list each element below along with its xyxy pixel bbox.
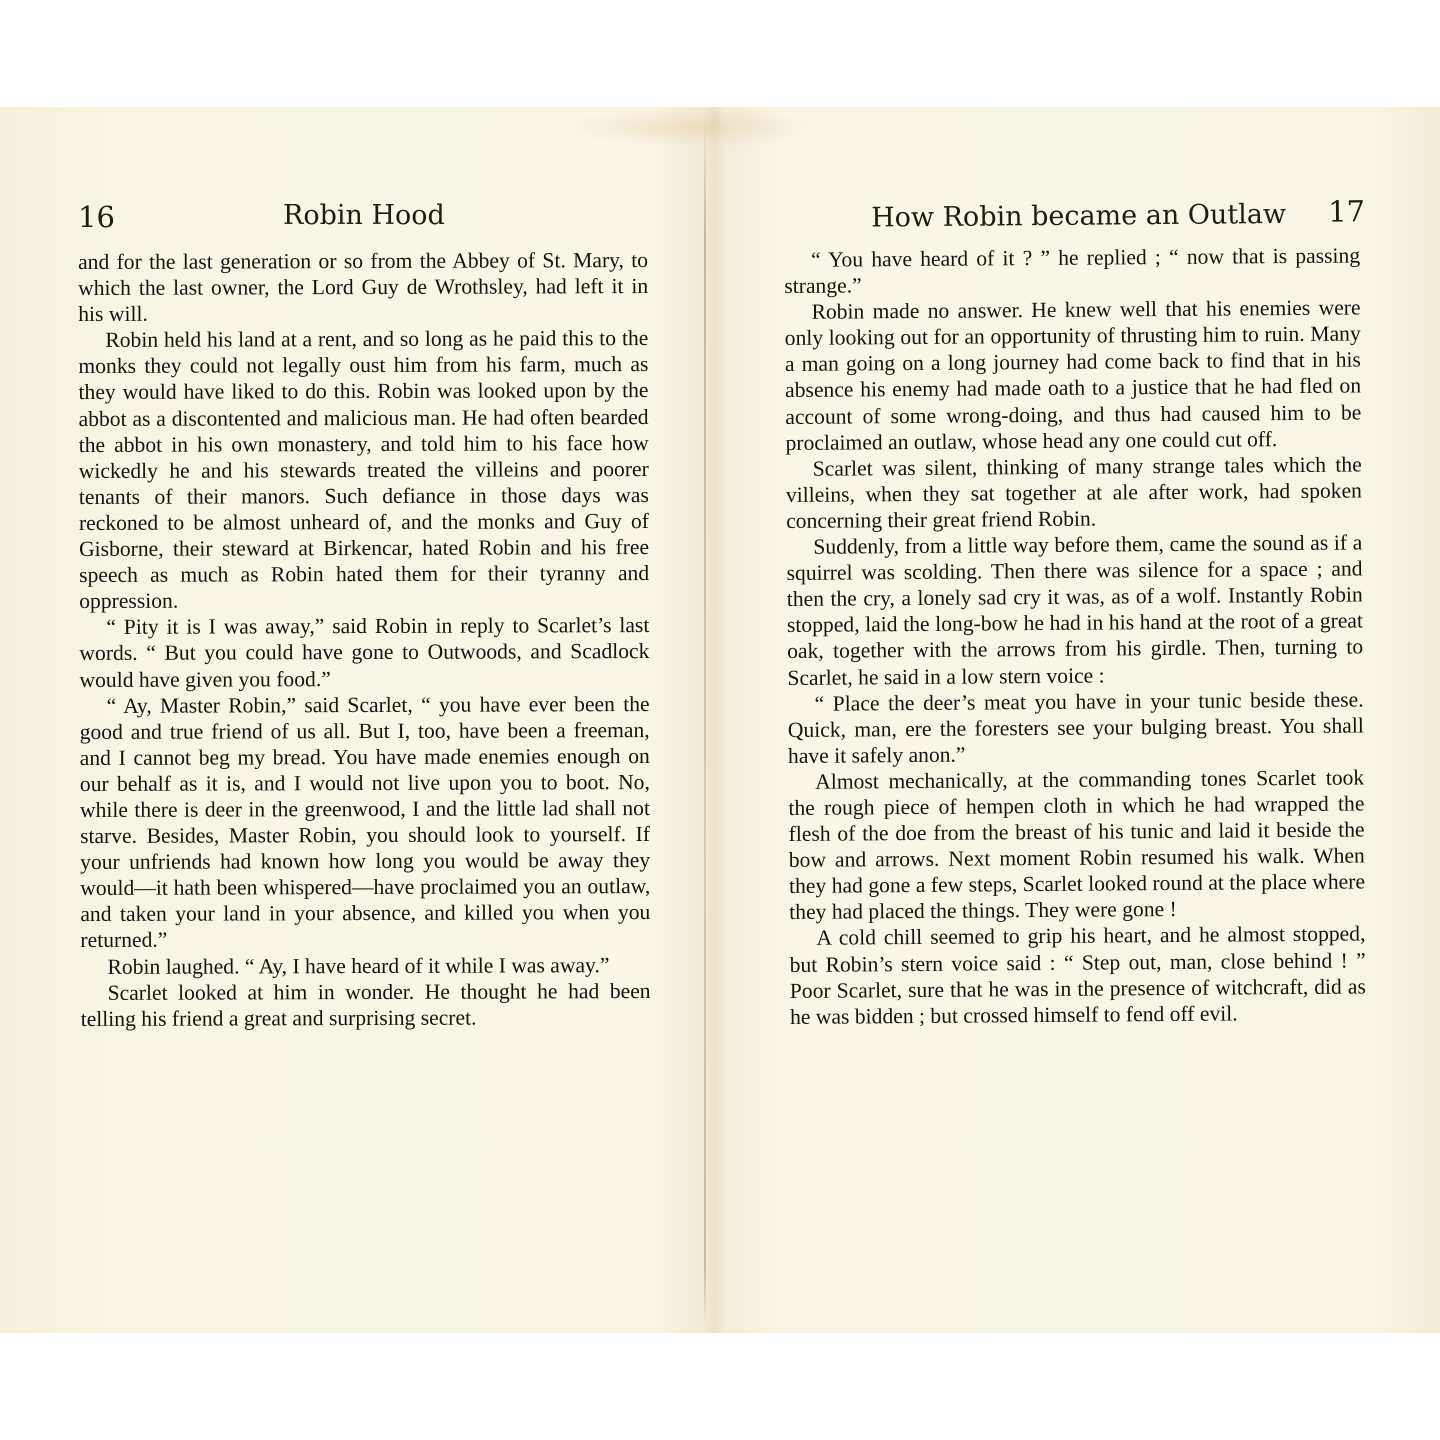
- book-spread: [0, 107, 1440, 1333]
- paragraph: “ You have heard of it ? ” he replied ; “ now that is passing strange.”: [784, 243, 1361, 299]
- left-page-body: [78, 247, 651, 1032]
- paragraph: Suddenly, from a little way before them, came the sound as if a squirrel was scolding. Then there was silence for a space ; and then the cry, a lonely sad cry it was, as of a wolf. Instantly Robin stopped, laid the long-bow he had in his hand at the root of a great oak, together with the arrows from his girdle. Then, turning to Scarlet, he said in a low stern voice :: [786, 530, 1364, 690]
- paragraph: and for the last generation or so from the Abbey of St. Mary, to which the last owner, the Lord Guy de Wrothsley, had left it in his will.: [78, 248, 649, 327]
- left-page: [0, 107, 704, 1333]
- right-running-title: How Robin became an Outlaw: [871, 198, 1287, 234]
- paragraph: “ Pity it is I was away,” said Robin in reply to Scarlet’s last words. “ But you could have gone to Outwoods, and Scadlock would have given you food.”: [79, 613, 650, 692]
- left-running-title: Robin Hood: [283, 200, 445, 231]
- right-page-number: 17: [1327, 194, 1366, 229]
- paragraph: Almost mechanically, at the commanding tones Scarlet took the rough piece of hempen cloth in which he had wrapped the flesh of the doe from the breast of his tunic and laid it beside the bow and arrows. Next moment Robin resumed his walk. When they had gone a few steps, Scarlet looked round at the place where they had placed the things. They were gone !: [788, 765, 1366, 925]
- right-page: [706, 107, 1440, 1333]
- paragraph: Robin made no answer. He knew well that his enemies were only looking out for an opportunity of thrusting him to ruin. Many a man going on a long journey had come back to find that in his absence his enemy had made oath to a justice that he had fled on account of some wrong-doing, and thus had caused him to be proclaimed an outlaw, whose head any one could cut off.: [784, 295, 1362, 455]
- paragraph: Scarlet looked at him in wonder. He thought he had been telling his friend a great and surprising secret.: [80, 978, 651, 1031]
- paragraph: “ Place the deer’s meat you have in your tunic beside these. Quick, man, ere the foresters see your bulging breast. You shall have it safely anon.”: [787, 687, 1364, 768]
- paragraph: “ Ay, Master Robin,” said Scarlet, “ you have ever been the good and true friend of us all. But I, too, have been a freeman, and I cannot beg my bread. You have made enemies enough on our behalf as it is, and I would not live upon you to boot. No, while there is deer in the greenwood, I and the little lad shall not starve. Besides, Master Robin, you should look to yourself. If your unfriends had known how long you would be away they would—it hath been whispered—have proclaimed you an outlaw, and taken your land in your absence, and killed you when you returned.”: [79, 691, 651, 953]
- right-page-body: [784, 242, 1366, 1029]
- paragraph: A cold chill seemed to grip his heart, and he almost stopped, but Robin’s stern voice said : “ Step out, man, close behind ! ” Poor Scarlet, sure that he was in the presence of witchcraft, did as he was bidden ; but crossed himself to fend off evil.: [789, 921, 1366, 1029]
- left-page-number: 16: [78, 200, 115, 234]
- paragraph: Robin held his land at a rent, and so long as he paid this to the monks they could not legally oust him from his farm, much as they would have liked to do this. Robin was looked upon by the abbot as a discontented and malicious man. He had often bearded the abbot in his own monastery, and told him to his face how wickedly he and his stewards treated the villeins and poorer tenants of their manors. Such defiance in those days was reckoned to be almost unheard of, and the monks and Guy of Gisborne, their steward at Birkencar, hated Robin and his free speech as much as Robin hated them for their tyranny and oppression.: [78, 326, 650, 614]
- right-page-header: [706, 194, 1440, 234]
- paragraph: Robin laughed. “ Ay, I have heard of it while I was away.”: [107, 952, 610, 979]
- paragraph: Scarlet was silent, thinking of many strange tales which the villeins, when they sat together at ale after work, had spoken concerning their great friend Robin.: [785, 452, 1363, 533]
- left-page-header: [0, 200, 704, 234]
